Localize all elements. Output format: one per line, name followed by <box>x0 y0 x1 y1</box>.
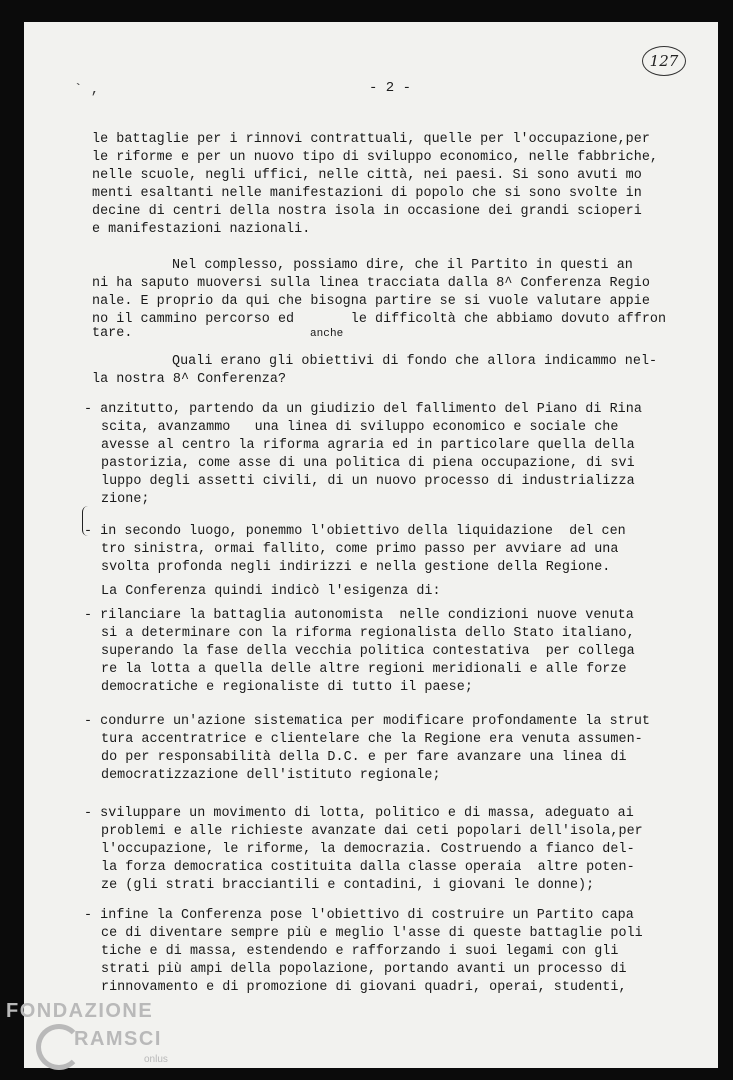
text-line: Quali erano gli obiettivi di fondo che allora indicammo nel- <box>172 354 658 369</box>
archive-watermark-logo <box>6 1000 206 1076</box>
page-number: - 2 - <box>369 80 412 96</box>
text-line: tare. <box>92 326 133 341</box>
text-line: le riforme e per un nuovo tipo di sviluppo economico, nelle fabbriche, <box>92 150 658 165</box>
text-line: zione; <box>101 492 150 507</box>
text-line: La Conferenza quindi indicò l'esigenza di: <box>101 584 441 599</box>
text-line: - in secondo luogo, ponemmo l'obiettivo della liquidazione del cen <box>84 524 626 539</box>
text-line: decine di centri della nostra isola in occasione dei grandi scioperi <box>92 204 642 219</box>
logo-subtitle: onlus <box>144 1054 168 1065</box>
text-line: nale. E proprio da qui che bisogna partire se si vuole valutare appie <box>92 294 650 309</box>
text-line: le battaglie per i rinnovi contrattuali, quelle per l'occupazione,per <box>92 132 650 147</box>
text-line: l'occupazione, le riforme, la democrazia. Costruendo a fianco del- <box>101 842 635 857</box>
document-page <box>24 22 718 1068</box>
text-line: ni ha saputo muoversi sulla linea tracciata dalla 8^ Conferenza Regio <box>92 276 650 291</box>
text-line: democratiche e regionaliste di tutto il paese; <box>101 680 473 695</box>
text-line: tiche e di massa, estendendo e rafforzando i suoi legami con gli <box>101 944 619 959</box>
text-line: ze (gli strati bracciantili e contadini, i giovani le donne); <box>101 878 595 893</box>
text-line: avesse al centro la riforma agraria ed in particolare quella della <box>101 438 635 453</box>
text-line: scita, avanzammo una linea di sviluppo economico e sociale che <box>101 420 619 435</box>
text-line: ce di diventare sempre più e meglio l'asse di queste battaglie poli <box>101 926 643 941</box>
text-line: problemi e alle richieste avanzate dai ceti popolari dell'isola,per <box>101 824 643 839</box>
text-line: pastorizia, come asse di una politica di piena occupazione, di svi <box>101 456 635 471</box>
text-line: - sviluppare un movimento di lotta, politico e di massa, adeguato ai <box>84 806 634 821</box>
text-line: - condurre un'azione sistematica per modificare profondamente la strut <box>84 714 650 729</box>
text-line: svolta profonda negli indirizzi e nella gestione della Regione. <box>101 560 611 575</box>
text-line: democratizzazione dell'istituto regionale; <box>101 768 441 783</box>
handwritten-page-number: 127 <box>642 46 686 76</box>
text-line: Nel complesso, possiamo dire, che il Partito in questi an <box>172 258 633 273</box>
margin-marks: ` , <box>74 82 100 98</box>
text-line: menti esaltanti nelle manifestazioni di popolo che si sono svolte in <box>92 186 642 201</box>
text-line: strati più ampi della popolazione, portando avanti un processo di <box>101 962 627 977</box>
text-line: la forza democratica costituita dalla classe operaia altre poten- <box>101 860 635 875</box>
logo-line-2: RAMSCI <box>74 1028 162 1050</box>
text-line: do per responsabilità della D.C. e per fare avanzare una linea di <box>101 750 627 765</box>
text-line: luppo degli assetti civili, di un nuovo processo di industrializza <box>101 474 635 489</box>
text-line: - rilanciare la battaglia autonomista nelle condizioni nuove venuta <box>84 608 634 623</box>
text-line: - infine la Conferenza pose l'obiettivo di costruire un Partito capa <box>84 908 634 923</box>
text-line: rinnovamento e di promozione di giovani quadri, operai, studenti, <box>101 980 627 995</box>
text-line: si a determinare con la riforma regionalista dello Stato italiano, <box>101 626 635 641</box>
text-line: superando la fase della vecchia politica contestativa per collega <box>101 644 635 659</box>
text-line: tro sinistra, ormai fallito, come primo passo per avviare ad una <box>101 542 619 557</box>
text-line: - anzitutto, partendo da un giudizio del fallimento del Piano di Rina <box>84 402 642 417</box>
text-line: la nostra 8^ Conferenza? <box>92 372 287 387</box>
body-text <box>24 22 718 1068</box>
text-line: re la lotta a quella delle altre regioni meridionali e alle forze <box>101 662 627 677</box>
text-line: no il cammino percorso ed le difficoltà che abbiamo dovuto affron <box>92 312 667 327</box>
text-line: tura accentratrice e clientelare che la Regione era venuta assumen- <box>101 732 643 747</box>
handwritten-insertion: anche <box>310 328 344 340</box>
text-line: nelle scuole, negli uffici, nelle città, nei paesi. Si sono avuti mo <box>92 168 642 183</box>
logo-line-1: FONDAZIONE <box>6 1000 154 1022</box>
text-line: e manifestazioni nazionali. <box>92 222 311 237</box>
